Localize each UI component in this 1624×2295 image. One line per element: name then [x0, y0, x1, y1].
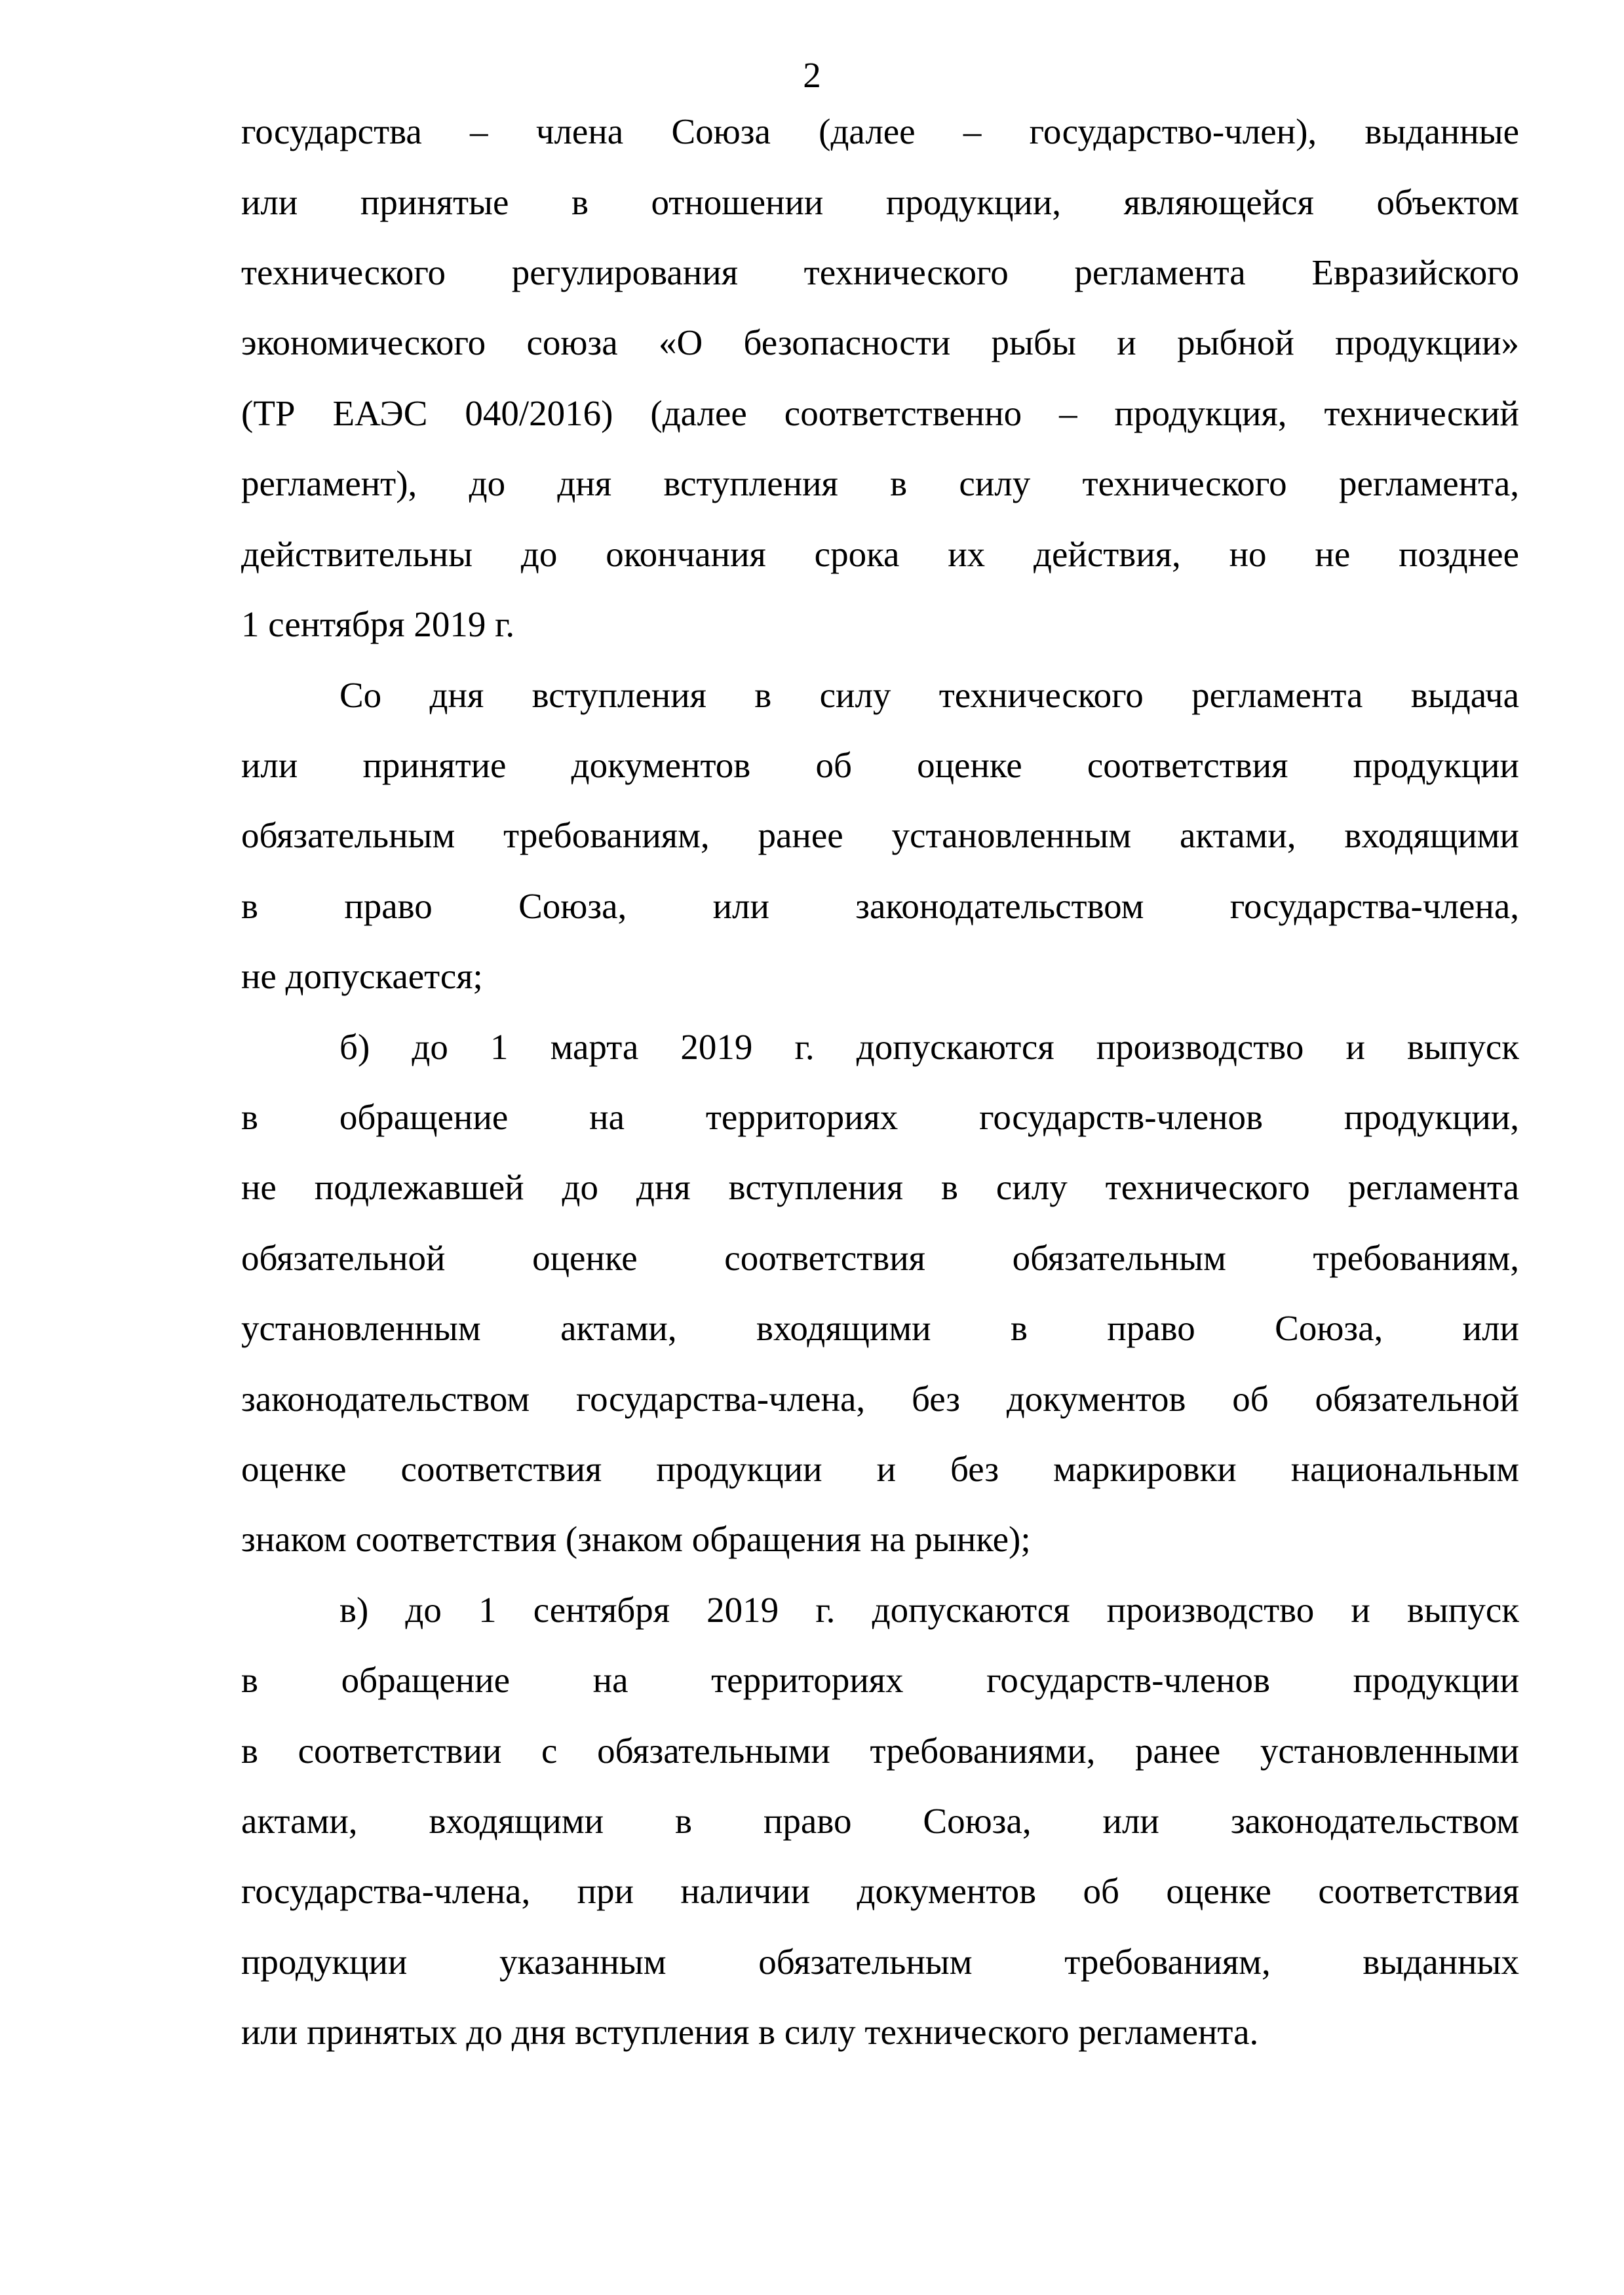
- document-line: в) до 1 сентября 2019 г. допускаются производство и выпуск: [339, 1590, 1519, 1630]
- document-line: (ТР ЕАЭС 040/2016) (далее соответственно – продукция, технический: [241, 393, 1519, 433]
- document-line: государства – члена Союза (далее – государство-член), выданные: [241, 111, 1519, 151]
- document-line: 1 сентября 2019 г.: [241, 604, 515, 644]
- document-line: или принятие документов об оценке соответствия продукции: [241, 745, 1519, 785]
- document-line: установленным актами, входящими в право Союза, или: [241, 1308, 1519, 1348]
- document-line: или принятые в отношении продукции, являющейся объектом: [241, 182, 1519, 222]
- document-line: в обращение на территориях государств-членов продукции,: [241, 1097, 1519, 1137]
- document-line: или принятых до дня вступления в силу технического регламента.: [241, 2012, 1259, 2052]
- document-line: экономического союза «О безопасности рыбы и рыбной продукции»: [241, 322, 1519, 362]
- document-line: государства-члена, при наличии документов об оценке соответствия: [241, 1871, 1519, 1911]
- document-line: действительны до окончания срока их действия, но не позднее: [241, 534, 1519, 574]
- document-line: обязательной оценке соответствия обязательным требованиям,: [241, 1238, 1519, 1278]
- document-line: продукции указанным обязательным требованиям, выданных: [241, 1942, 1519, 1982]
- document-line: в соответствии с обязательными требованиями, ранее установленными: [241, 1731, 1519, 1771]
- document-line: знаком соответствия (знаком обращения на рынке);: [241, 1519, 1031, 1559]
- document-line: актами, входящими в право Союза, или законодательством: [241, 1801, 1519, 1841]
- page-number: 2: [803, 55, 821, 95]
- document-line: в обращение на территориях государств-членов продукции: [241, 1660, 1519, 1700]
- document-line: не допускается;: [241, 956, 483, 996]
- document-line: регламент), до дня вступления в силу технического регламента,: [241, 463, 1519, 503]
- document-line: в право Союза, или законодательством государства-члена,: [241, 886, 1519, 926]
- document-line: обязательным требованиям, ранее установленным актами, входящими: [241, 815, 1519, 855]
- document-line: законодательством государства-члена, без документов об обязательной: [241, 1379, 1519, 1419]
- document-line: б) до 1 марта 2019 г. допускаются производство и выпуск: [339, 1027, 1519, 1067]
- document-line: не подлежавшей до дня вступления в силу технического регламента: [241, 1167, 1519, 1207]
- document-line: Со дня вступления в силу технического регламента выдача: [339, 675, 1519, 715]
- document-line: технического регулирования технического регламента Евразийского: [241, 252, 1519, 292]
- document-line: оценке соответствия продукции и без маркировки национальным: [241, 1449, 1519, 1489]
